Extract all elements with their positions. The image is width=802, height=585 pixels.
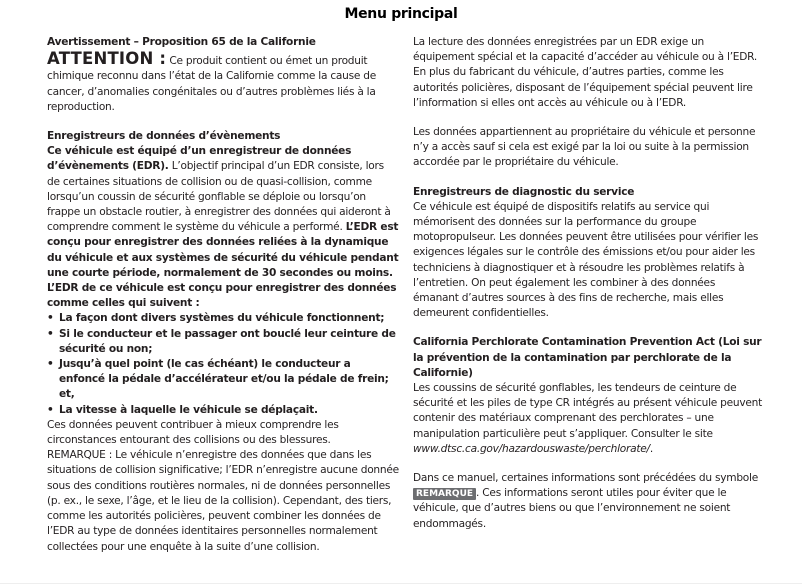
notice-paragraph	[413, 471, 763, 532]
list-item: • La façon dont divers systèmes du véhicule fonctionnent;	[47, 311, 399, 326]
bottom-divider	[0, 583, 802, 584]
edr-bullet-list	[47, 311, 399, 417]
perchlorate-text: Les coussins de sécurité gonflables, les tendeurs de ceinture de sécurité et les piles de type CR intégrés au présent véhicule peuvent contenir des matériaux comprenant des perchlorates – une manipulation particulière peut s’appliquer. Consulter le site	[413, 382, 763, 440]
edr-after-bullets: Ces données peuvent contribuer à mieux comprendre les circonstances entourant des collisions ou des blessures.	[47, 418, 339, 447]
perchlorate-link[interactable]: www.dtsc.ca.gov/hazardouswaste/perchlorate/	[413, 442, 650, 455]
ownership-paragraph: Les données appartiennent au propriétaire du véhicule et personne n’y a accès sauf si cela est exigé par la loi ou suite à la permission accordée par le propriétaire du véhicule.	[413, 126, 756, 169]
list-item: • La vitesse à laquelle le véhicule se déplaçait.	[47, 403, 399, 418]
notice-before: Dans ce manuel, certaines informations sont précédées du symbole	[413, 472, 758, 485]
edr-intro	[47, 144, 399, 311]
prop65-warning	[47, 51, 399, 115]
diagnostic-text: Ce véhicule est équipé de dispositifs relatifs au service qui mémorisent des données sur la performance du groupe motopropulseur. Les données peuvent être utilisées pour vérifier les exigences légales sur le contrôle des émissions et/ou pour aider les techniciens à diagnostiquer et à résoudre les problèmes relatifs à l’entretien. On peut également les combiner à des données émanant d’autres sources à des fins de recherche, mais elles demeurent confidentielles.	[413, 200, 759, 320]
list-item: • Jusqu’à quel point (le cas échéant) le conducteur a enfoncé la pédale d’accélérateur et/ou la pédale de frein; et,	[47, 357, 399, 403]
remarque-badge: REMARQUE	[413, 488, 476, 500]
list-item: • Si le conducteur et le passager ont bouclé leur ceinture de sécurité ou non;	[47, 327, 399, 357]
attention-label: ATTENTION :	[47, 49, 167, 69]
edr-intro-bold: Ce véhicule est équipé d’un enregistreur de données d’évènements (EDR).	[47, 145, 352, 173]
edr-intro-text: L’objectif principal d’un EDR consiste, lors de certaines situations de collision ou de quasi-collision, comme lorsqu’un coussin de sécurité gonflable se déploie ou lorsqu’on frappe un obstacle routier, à enregistrer des données qui aideront à comprendre comment le système du véhicule a performé.	[47, 160, 391, 234]
perchlorate-paragraph	[413, 381, 763, 457]
left-column	[47, 35, 399, 555]
edr-reading-paragraph: La lecture des données enregistrées par un EDR exige un équipement spécial et la capacité d’accéder au véhicule ou à l’EDR. En plus du fabricant du véhicule, d’autres parties, comme les autorités policières, disposant de l’équipement spécial peuvent lire l’information si elles ont accès au véhicule ou à l’EDR.	[413, 36, 758, 109]
prop65-text: Ce produit contient ou émet un produit chimique reconnu dans l’état de la Californie comme la cause de cancer, d’anomalies congénitales ou d’autres problèmes liés à la reproduction.	[47, 55, 377, 113]
edr-heading: Enregistreurs de données d’évènements	[47, 130, 281, 143]
edr-purpose: L’EDR est conçu pour enregistrer des données reliées à la dynamique du véhicule et aux systèmes de sécurité du véhicule pendant une courte période, normalement de 30 secondes ou moins. L’EDR de ce véhicule est conçu pour enregistrer des données comme celles qui suivent :	[47, 221, 399, 310]
perchlorate-heading: California Perchlorate Contamination Prevention Act (Loi sur la prévention de la contamination par perchlorate de la Californie)	[413, 336, 762, 379]
perchlorate-link-suffix: .	[649, 442, 653, 455]
edr-remark: REMARQUE : Le véhicule n’enregistre des données que dans les situations de collision significative; l’EDR n’enregistre aucune donnée sous des conditions routières normales, ni de données personnelles (p. ex., le sexe, l’âge, et le lieu de la collision). Cependant, des tiers, comme les autorités policières, peuvent combiner les données de l’EDR au type de données identitaires personnelles normalement collectées pour une enquête à la suite d’une collision.	[47, 449, 399, 553]
prop65-heading: Avertissement – Proposition 65 de la Californie	[47, 36, 316, 48]
diagnostic-heading: Enregistreurs de diagnostic du service	[413, 185, 635, 198]
page-title: Menu principal	[344, 6, 458, 22]
notice-after: . Ces informations seront utiles pour éviter que le véhicule, que d’autres biens ou que l’environnement ne soient endommagés.	[413, 487, 731, 530]
right-column	[413, 35, 763, 532]
